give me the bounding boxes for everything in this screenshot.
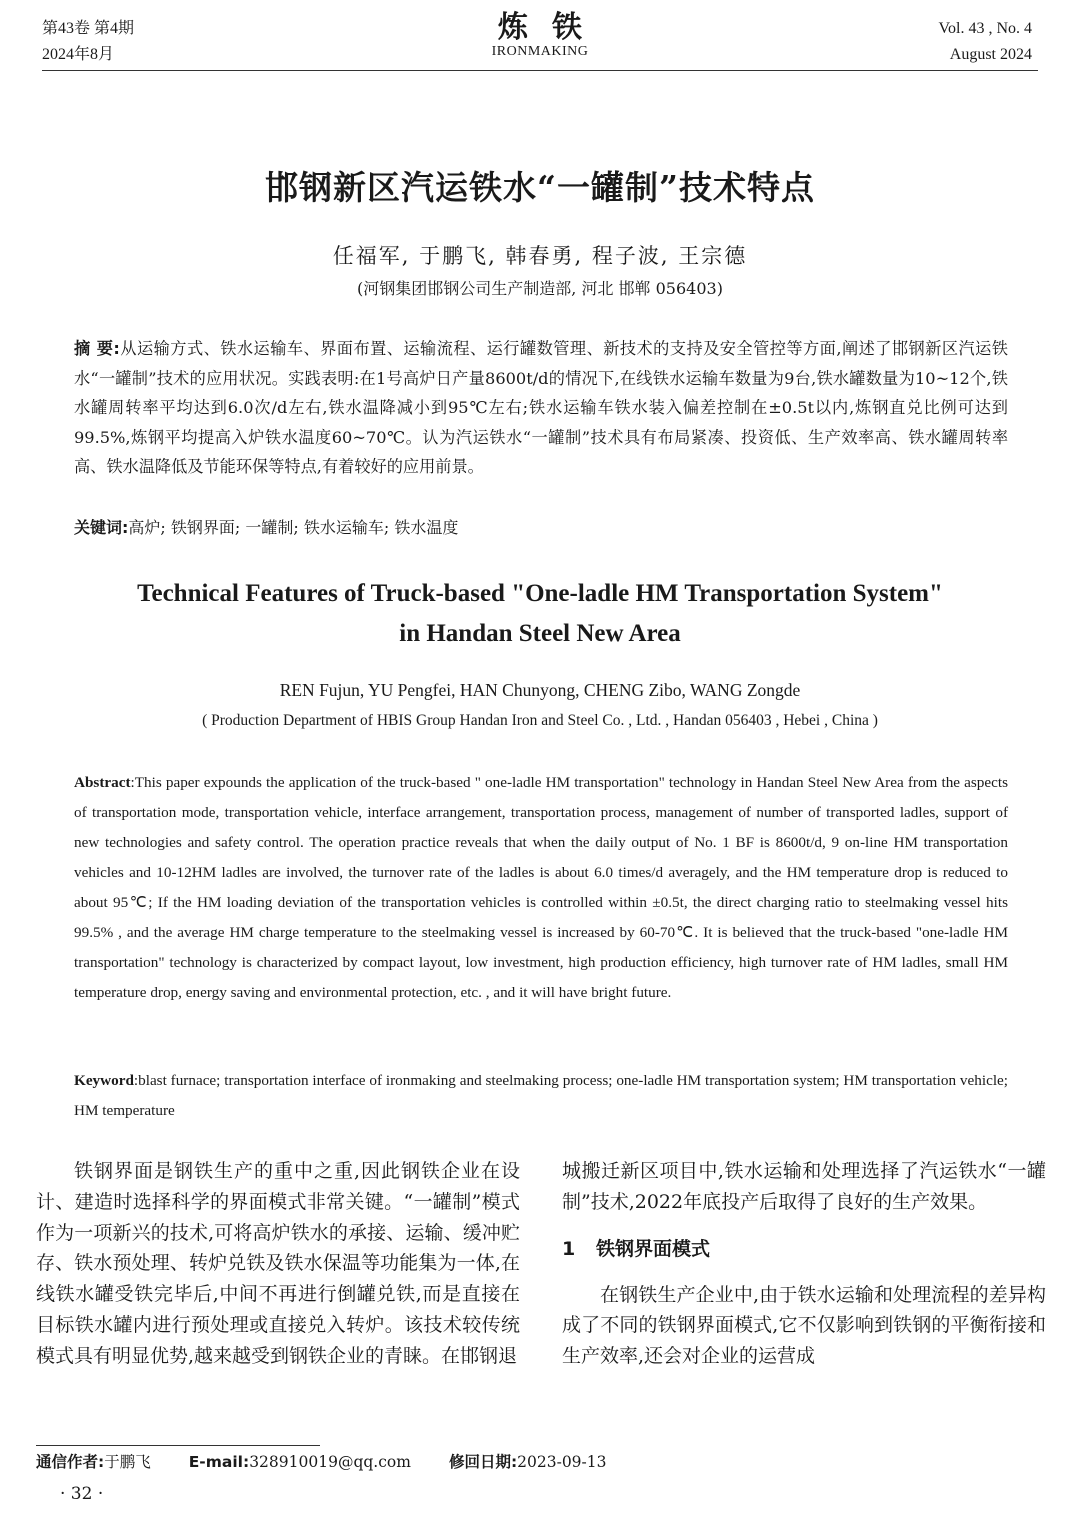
section-title: 铁钢界面模式 (596, 1237, 711, 1260)
body-paragraph: 铁钢界面是钢铁生产的重中之重,因此钢铁企业在设计、建造时选择科学的界面模式非常关键。“一罐制”模式作为一项新兴的技术,可将高炉铁水的承接、运输、缓冲贮存、铁水预处理、转炉兑铁及铁水保温等功能集为一体,在线铁水罐受铁完毕后,中间不再进行倒罐兑铁,而是直接在目标铁水罐内进行预处理或直接兑入转炉。该技术较传统模式具有明显优势,越来越受到钢铁企业的青睐。在邯钢退 (36, 1160, 520, 1367)
abstract-cn-label: 摘 要: (74, 339, 120, 358)
header-rule (42, 70, 1038, 71)
abstract-en-label: Abstract (74, 774, 131, 791)
journal-name-en: IRONMAKING (491, 44, 589, 59)
keywords-en (74, 1066, 1008, 1126)
body-paragraph: 在钢铁生产企业中,由于铁水运输和处理流程的差异构成了不同的铁钢界面模式,它不仅影响到铁钢的平衡衔接和生产效率,还会对企业的运营成 (562, 1283, 1046, 1368)
keywords-cn-text: 高炉; 铁钢界面; 一罐制; 铁水运输车; 铁水温度 (128, 518, 459, 537)
footnote-rule (36, 1445, 320, 1446)
footnote-author-label: 通信作者: (36, 1453, 105, 1471)
journal-masthead (0, 12, 1080, 60)
header-volume-cn: 第43卷 第4期 (42, 20, 135, 37)
page-number: · 32 · (60, 1484, 104, 1504)
paper-title-en-line2: in Handan Steel New Area (399, 620, 681, 647)
abstract-cn-text: 从运输方式、铁水运输车、界面布置、运输流程、运行罐数管理、新技术的支持及安全管控等方面,阐述了邯钢新区汽运铁水“一罐制”技术的应用状况。实践表明:在1号高炉日产量8600t/d的情况下,在线铁水运输车数量为9台,铁水罐数量为10~12个,铁水罐周转率平均达到6.0次/d左右,铁水温降减小到95℃左右;铁水运输车铁水装入偏差控制在±0.5t以内,炼钢直兑比例可达到99.5%,炼钢平均提高入炉铁水温度60~70℃。认为汽运铁水“一罐制”技术具有布局紧凑、投资低、生产效率高、铁水罐周转率高、铁水温降低及节能环保等特点,有着较好的应用前景。 (74, 339, 1008, 476)
section-number: 1 (562, 1237, 576, 1260)
header-date-cn: 2024年8月 (42, 46, 115, 63)
body-column-left (36, 1156, 520, 1372)
keywords-cn (74, 513, 1008, 543)
footnote-date-label: 修回日期: (448, 1453, 518, 1471)
keywords-en-text: :blast furnace; transportation interface of ironmaking and steelmaking process; one-ladle HM transportation system; HM transportation vehicle; HM temperature (74, 1072, 1008, 1119)
body-paragraph: 城搬迁新区项目中,铁水运输和处理选择了汽运铁水“一罐制”技术,2022年底投产后取得了良好的生产效果。 (562, 1160, 1046, 1213)
affiliation-cn: (河钢集团邯钢公司生产制造部, 河北 邯郸 056403) (357, 279, 723, 298)
footnote-email[interactable]: 328910019@qq.com (249, 1453, 411, 1471)
paper-title-en-line1: Technical Features of Truck-based "One-ladle HM Transportation System" (137, 580, 943, 607)
paper-title-en (40, 574, 1040, 654)
journal-name-cn: 炼铁 (498, 10, 606, 45)
footnote (36, 1450, 607, 1474)
keywords-cn-label: 关键词: (74, 518, 129, 537)
footnote-author: 于鹏飞 (104, 1453, 151, 1471)
abstract-cn (74, 334, 1008, 482)
footnote-email-label: E-mail: (188, 1453, 250, 1471)
paper-title-cn: 邯钢新区汽运铁水“一罐制”技术特点 (265, 168, 815, 207)
header-issue-en (939, 16, 1033, 68)
keywords-en-label: Keyword (74, 1072, 134, 1089)
body-column-right (562, 1156, 1046, 1372)
abstract-en (74, 768, 1008, 1008)
authors-en: REN Fujun, YU Pengfei, HAN Chunyong, CHENG Zibo, WANG Zongde (279, 680, 801, 700)
section-heading (562, 1234, 1046, 1264)
authors-cn: 任福军, 于鹏飞, 韩春勇, 程子波, 王宗德 (332, 244, 748, 268)
header-date-en: August 2024 (949, 46, 1032, 63)
header-volume-en: Vol. 43 , No. 4 (938, 20, 1032, 37)
affiliation-en: ( Production Department of HBIS Group Handan Iron and Steel Co. , Ltd. , Handan 056403 , Hebei , China ) (202, 712, 878, 729)
footnote-date: 2023-09-13 (517, 1453, 607, 1471)
abstract-en-text: :This paper expounds the application of the truck-based " one-ladle HM transportation" technology in Handan Steel New Area from the aspects of transportation mode, transportation vehicle, interface arrangement, transportation process, management of number of transported ladles, support of new technologies and safety control. The operation practice reveals that when the daily output of No. 1 BF is 8600t/d, 9 on-line HM transportation vehicles and 10-12HM ladles are involved, the turnover rate of the ladles is about 6.0 times/d averagely, and the HM temperature drop is reduced to about 95℃; If the HM loading deviation of the transportation vehicles is controlled within ±0.5t, the direct charging ratio to steelmaking vessel hits 99.5% , and the average HM charge temperature to the steelmaking vessel is increased by 60-70℃. It is believed that the truck-based "one-ladle HM transportation" technology is characterized by compact layout, low investment, high production efficiency, high turnover rate of HM ladles, small HM temperature drop, energy saving and environmental protection, etc. , and it will have bright future. (74, 774, 1008, 1001)
